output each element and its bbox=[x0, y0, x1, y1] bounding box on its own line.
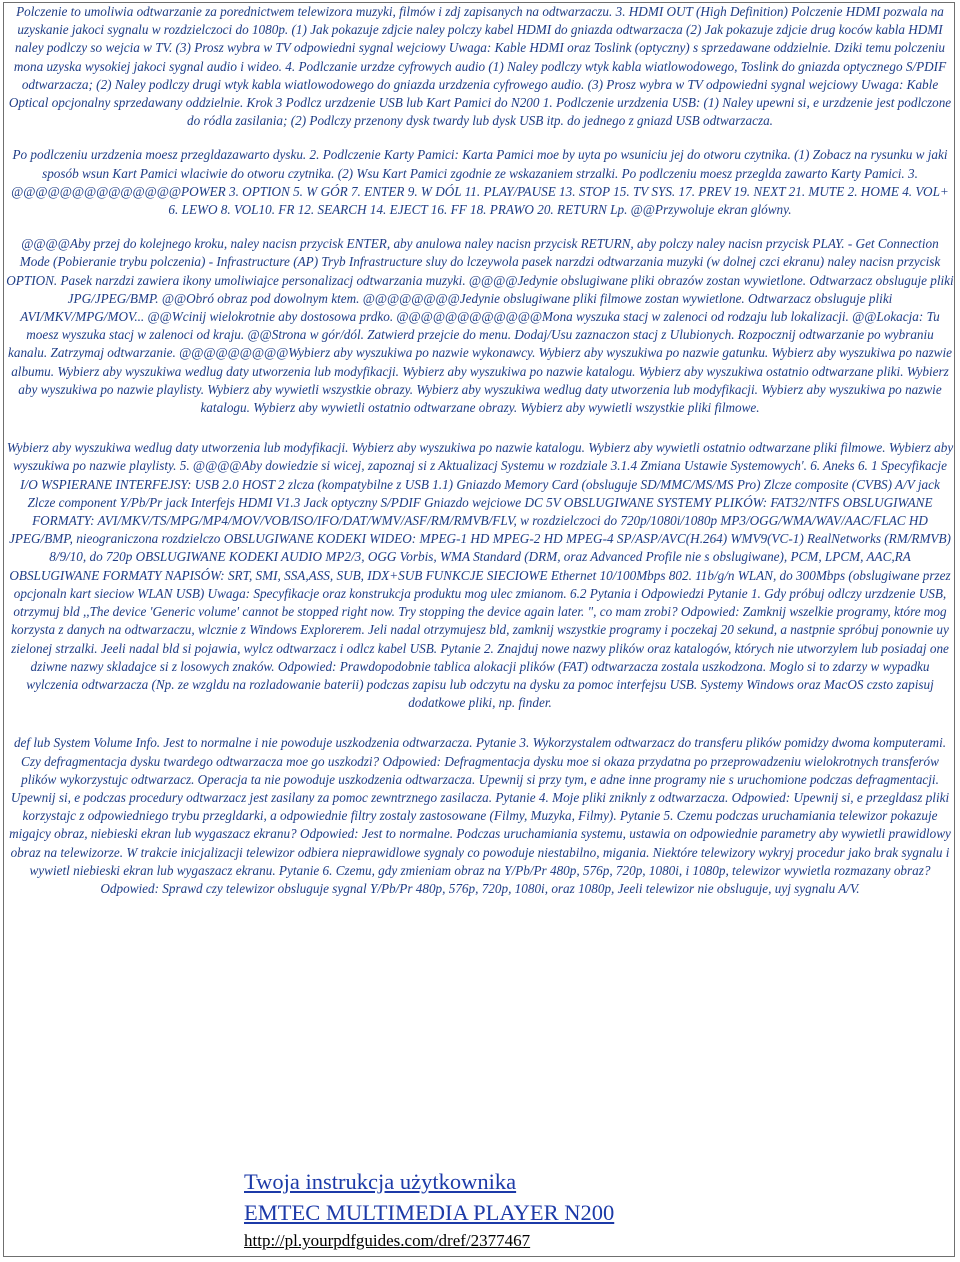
paragraph-remote-buttons: Po podlczeniu urzdzenia moesz przegldazawarto dysku. 2. Podlczenie Karty Pamici: Karta Pamici moe by uyta po wsuniciu jej do otworu czytnika. (1) Zobacz na rysunku w jaki sposób wsun Kart Pamici wlaciwie do otworu czytnika. (2) Wsu Kart Pamici zgodnie ze wskazaniem strzalki. Po podlczeniu moesz przeglda zawarto Karty Pamici. 3. @@@@@@@@@@@@@@POWER 3. OPTION 5. W GÓR 7. ENTER 9. W DÓL 11. PLAY/PAUSE 13. STOP 15. TV SYS. 17. PREV 19. NEXT 21. MUTE 2. HOME 4. VOL+ 6. LEWO 8. VOL10. FR 12. SEARCH 14. EJECT 16. FF 18. PRAWO 20. RETURN Lp. @@Przywoluje ekran glówny. bbox=[11, 147, 949, 218]
footer-links bbox=[244, 1166, 614, 1254]
source-url-link[interactable]: http://pl.yourpdfguides.com/dref/2377467 bbox=[244, 1231, 531, 1250]
document-body bbox=[4, 3, 956, 898]
manual-title-link[interactable]: Twoja instrukcja użytkownika bbox=[244, 1169, 517, 1194]
paragraph-connections: Polczenie to umoliwia odtwarzanie za porednictwem telewizora muzyki, filmów i zdj zapisanych na odtwarzaczu. 3. HDMI OUT (High Definition) Polczenie HDMI pozwala na uzyskanie jakoci sygnalu w rozdzielczoci do 1080p. (1) Jak pokazuje zdjcie naley polczy kabel HDMI do gniazda odtwarzacza (2) Jak pokazuje zdjcie drug koców kabla HDMI naley podlczy so wejcia w TV. (3) Prosz wybra w TV odpowiedni sygnal wejciowy Uwaga: Kable HDMI oraz Toslink (optyczny) s sprzedawane oddzielnie. Dziki temu polczeniu mona uzyska wysokiej jakoci sygnal audio i wideo. 4. Podlczanie urzdze cyfrowych audio (1) Naley podlczy wtyk kabla wiatlowodowego, Toslink do gniazda optycznego S/PDIF odtwarzacza; (2) Naley podlczy drugi wtyk kabla wiatlowodowego do gniazda urzdzenia cyfrowego audio. (3) Prosz wybra w TV odpowiedni sygnal wejciowy Uwaga: Kable Optical opcjonalny sprzedawany oddzielnie. Krok 3 Podlcz urzdzenie USB lub Kart Pamici do N200 1. Podlczenie urzdzenia USB: (1) Naley upewni si, e urzdzenie jest podlczone do ródla zasilania; (2) Podlczy przenony dysk twardy lub dysk USB itp. do jednego z gniazd USB odtwarzacza. bbox=[8, 4, 952, 129]
paragraph-playback-modes: @@@@Aby przej do kolejnego kroku, naley nacisn przycisk ENTER, aby anulowa naley nacisn przycisk RETURN, aby polczy naley nacisn przycisk PLAY. - Get Connection Mode (Pobieranie trybu polczenia) - Infrastructure (AP) Tryb Infrastructure sluy do lczeywola pasek narzdzi odtwarzania muzyki (w dolnej czci ekranu) naley nacisn przycisk OPTION. Pasek narzdzi zawiera ikony umoliwiajce personalizacj odtwarzania muzyki. @@@@Jedynie obslugiwane pliki obrazów zostan wywietlone. Odtwarzacz obsluguje pliki JPG/JPEG/BMP. @@Obró obraz pod dowolnym ktem. @@@@@@@@Jedynie obslugiwane pliki filmowe zostan wywietlone. Odtwarzacz obsluguje pliki AVI/MKV/MPG/MOV... @@Wcinij wielokrotnie aby dostosowa prdko. @@@@@@@@@@@@Mona wyszuka stacj w zalenoci od rodzaju lub lokalizacji. @@Lokacja: Tu moesz wyszuka stacj w zalenoci od kraju. @@Strona w gór/dól. Zatwierd przejcie do menu. Dodaj/Usu zaznaczon stacj z Ulubionych. Rozpocznij odtwarzanie po wybraniu kanalu. Zatrzymaj odtwarzanie. @@@@@@@@@Wybierz aby wyszukiwa po nazwie wykonawcy. Wybierz aby wyszukiwa po nazwie gatunku. Wybierz aby wyszukiwa po nazwie albumu. Wybierz aby wyszukiwa wedlug daty utworzenia lub modyfikacji. Wybierz aby wyszukiwa po nazwie katalogu. Wybierz aby wyszukiwa ostatnio odtwarzane pliki. Wybierz aby wyszukiwa po nazwie playlisty. Wybierz aby wywietli wszystkie obrazy. Wybierz aby wyszukiwa wedlug daty utworzenia lub modyfikacji. Wybierz aby wyszukiwa po nazwie katalogu. Wybierz aby wywietli ostatnio odtwarzane obrazy. Wybierz aby wywietli wszystkie pliki filmowe. bbox=[6, 236, 954, 416]
paragraph-faq-continued: def lub System Volume Info. Jest to normalne i nie powoduje uszkodzenia odtwarzacza. Pytanie 3. Wykorzystalem odtwarzacz do transferu plików pomidzy dwoma komputerami. Czy defragmentacja dysku twardego odtwarzacza moe go uszkodzi? Odpowied: Defragmentacja dysku moe si okaza przydatna po przeprowadzeniu wielokrotnych transferów plików wykorzystujc odtwarzacz. Operacja ta nie powoduje uszkodzenia odtwarzacza. Upewnij si przy tym, e adne inne programy nie s uruchomione podczas defragmentacji. Upewnij si, e podczas procedury odtwarzacz jest zasilany za pomoc zewntrznego zasilacza. Pytanie 4. Moje pliki zniknly z odtwarzacza. Odpowied: Upewnij si, e przegldasz pliki korzystajc z odpowiedniego trybu przegldarki, a odpowiednie filtry zostaly zastosowane (Filmy, Muzyka, Filmy). Pytanie 5. Czemu podczas uruchamiania telewizor pokazuje migajcy obraz, niebieski ekran lub wygaszacz ekranu? Odpowied: Jest to normalne. Podczas uruchamiania systemu, ustawia on odpowiednie parametry aby wywietli prawidlowy obraz na telewizorze. W trakcie inicjalizacji telewizor odbiera nieprawidlowe sygnaly co powoduje niestabilno, migania. Niektóre telewizory wykryj procedur jako brak sygnalu i wywietl niebieski ekran lub wygaszacz ekranu. Pytanie 6. Czemu, gdy zmieniam obraz na Y/Pb/Pr 480p, 576p, 720p, 1080i, i 1080p, telewizor wywietla rozmazany obraz? Odpowied: Sprawd czy telewizor obsluguje sygnal Y/Pb/Pr 480p, 576p, 720p, 1080i, oraz 1080p, Jeeli telewizor nie obsluguje, uyj sygnalu A/V. bbox=[9, 735, 951, 896]
product-name-link[interactable]: EMTEC MULTIMEDIA PLAYER N200 bbox=[244, 1200, 615, 1225]
paragraph-specifications-faq: Wybierz aby wyszukiwa wedlug daty utworzenia lub modyfikacji. Wybierz aby wyszukiwa po nazwie katalogu. Wybierz aby wywietli ostatnio odtwarzane pliki filmowe. Wybierz aby wyszukiwa po nazwie playlisty. 5. @@@@Aby dowiedzie si wicej, zapoznaj si z Aktualizacj Systemu w rozdziale 3.1.4 Zmiana Ustawie Systemowych'. 6. Aneks 6. 1 Specyfikacje I/O WSPIERANE INTERFEJSY: USB 2.0 HOST 2 zlcza (kompatybilne z USB 1.1) Gniazdo Memory Card (obsluguje SD/MMC/MS/MS Pro) Zlcze composite (CVBS) A/V jack Zlcze component Y/Pb/Pr jack Interfejs HDMI V1.3 Jack optyczny S/PDIF Gniazdo wejciowe DC 5V OBSLUGIWANE SYSTEMY PLIKÓW: FAT32/NTFS OBSLUGIWANE FORMATY: AVI/MKV/TS/MPG/MP4/MOV/VOB/ISO/IFO/DAT/WMV/ASF/RM/RMVB/FLV, w rozdzielczoci do 720p/1080i/1080p MP3/OGG/WMA/WAV/AAC/FLAC HD JPEG/BMP, nieograniczona rozdzielczo OBSLUGIWANE KODEKI WIDEO: MPEG-1 HD MPEG-2 HD MPEG-4 SP/ASP/AVC(H.264) WMV9(VC-1) RealNetworks (RM/RMVB) 8/9/10, do 720p OBSLUGIWANE KODEKI AUDIO MP2/3, OGG Vorbis, WMA Standard (DRM, oraz Advanced Profile nie s obslugiwane), PCM, LPCM, AAC,RA OBSLUGIWANE FORMATY NAPISÓW: SRT, SMI, SSA,ASS, SUB, IDX+SUB FUNKCJE SIECIOWE Ethernet 10/100Mbps 802. 11b/g/n WLAN, do 300Mbps (obslugiwane przez opcjonaln kart sieciow WLAN USB) Uwaga: Specyfikacje oraz konstrukcja produktu mog ulec zmianom. 6.2 Pytania i Odpowiedzi Pytanie 1. Gdy próbuj odlczy urzdzenie USB, otrzymuj bld ,,The device 'Generic volume' cannot be stopped right now. Try stopping the device again later. ", co mam zrobi? Odpowied: Zamknij wszelkie programy, które mog korzysta z danych na odtwarzaczu, wlcznie z Windows Explorerem. Jeli nadal otrzymujesz bld, zamknij wszystkie programy i poczekaj 20 sekund, a nastpnie spróbuj ponownie uy zielonej strzalki. Jeeli nadal bld si pojawia, wylcz odtwarzacz i odlcz kabel USB. Pytanie 2. Znajduj nowe nazwy plików oraz katalogów, których nie utworzylem lub posiadaj one dziwne nazwy skladajce si z losowych znaków. Odpowied: Prawdopodobnie tablica alokacji plików (FAT) odtwarzacza zostala uszkodzona. Moglo si to zdarzy w wypadku wylczenia odtwarzacza (Np. ze wzgldu na rozladowanie baterii) podczas zapisu lub odczytu na dysku za pomoc interfejsu USB. Systemy Windows oraz MacOS czsto zapisuj dodatkowe pliki, np. finder. bbox=[6, 440, 954, 711]
